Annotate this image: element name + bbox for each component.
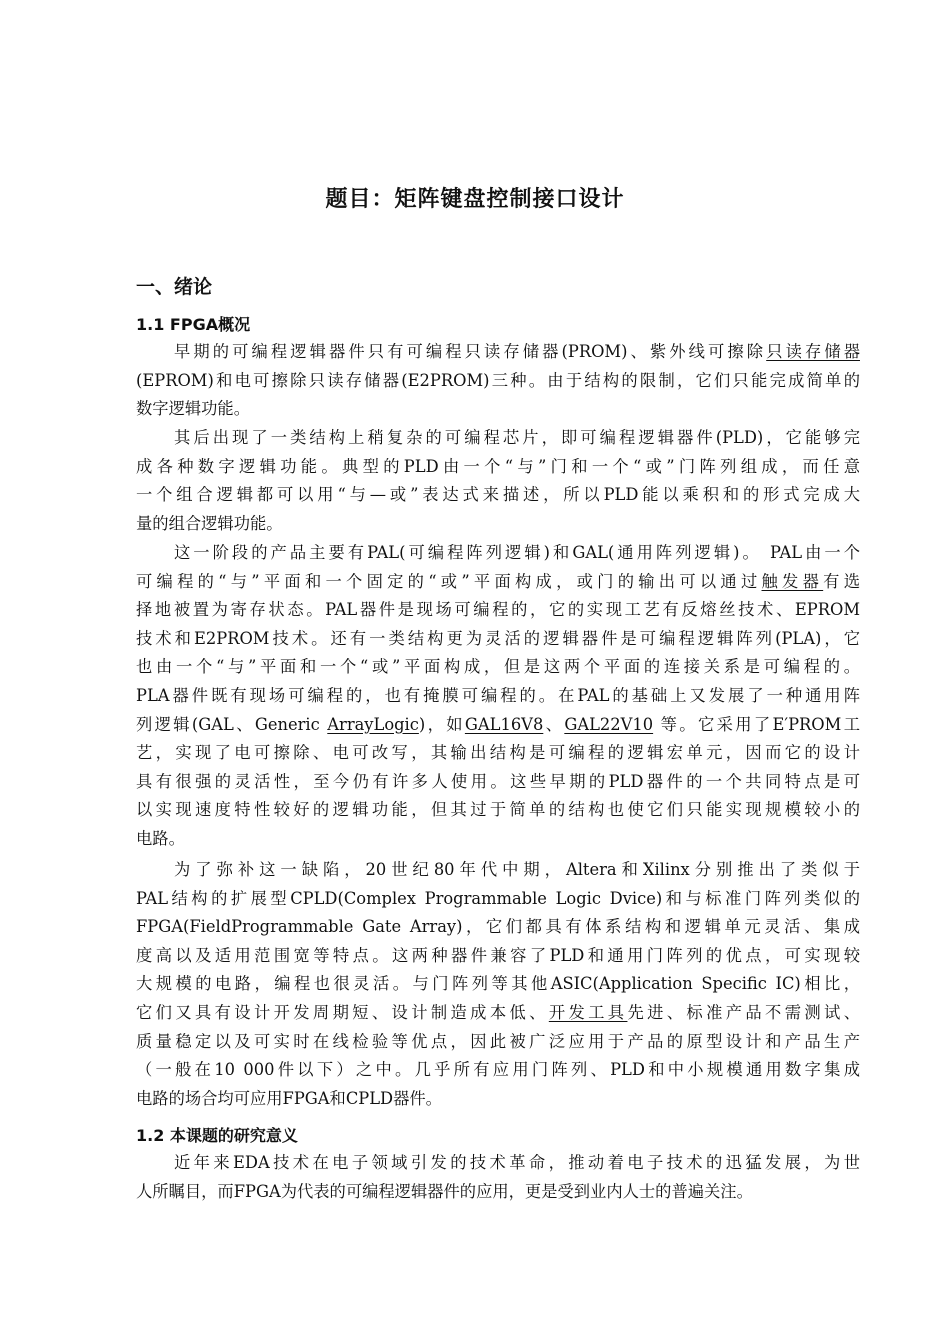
text-line: 度高以及适用范围宽等特点。这两种器件兼容了PLD和通用门阵列的优点，可实现较	[136, 945, 860, 965]
text-line: 早期的可编程逻辑器件只有可编程只读存储器(PROM)、紫外线可擦除只读存储器	[174, 342, 860, 361]
paragraph-eda	[136, 1149, 860, 1206]
text-line: 人所瞩目，而FPGA为代表的可编程逻辑器件的应用，更是受到业内人士的普遍关注。	[136, 1181, 753, 1201]
text-line: 近年来EDA技术在电子领域引发的技术革命，推动着电子技术的迅猛发展，为世	[174, 1153, 860, 1172]
section-heading-research-significance: 1.2 本课题的研究意义	[136, 1126, 298, 1145]
link-rom[interactable]: 只读存储器	[766, 342, 860, 361]
text-line: 大规模的电路，编程也很灵活。与门阵列等其他ASIC(Application Specific IC)相比，	[136, 974, 860, 994]
link-gal16v8[interactable]: GAL16V8	[464, 714, 544, 734]
section-heading-introduction: 一、绪论	[136, 276, 213, 298]
page-title: 题目：矩阵键盘控制接口设计	[325, 187, 625, 212]
section-heading-fpga-overview: 1.1 FPGA概况	[136, 315, 251, 334]
paragraph-pld	[136, 424, 860, 538]
text-line: 它们又具有设计开发周期短、设计制造成本低、开发工具先进、标准产品不需测试、	[136, 1002, 860, 1022]
link-flip-flop[interactable]: 触发器	[761, 571, 824, 591]
text-line: PLA器件既有现场可编程的，也有掩膜可编程的。在PAL的基础上又发展了一种通用阵	[136, 685, 860, 705]
text-line: 择地被置为寄存状态。PAL器件是现场可编程的，它的实现工艺有反熔丝技术、EPROM	[136, 600, 860, 620]
text-line: (EPROM)和电可擦除只读存储器(E2PROM)三种。由于结构的限制，它们只能完成简单的	[136, 370, 860, 390]
text-line: 为了弥补这一缺陷，20世纪80年代中期，Altera和Xilinx分别推出了类似于	[174, 860, 860, 879]
link-dev-tools[interactable]: 开发工具	[548, 1002, 628, 1022]
text-line: 列逻辑(GAL、Generic ArrayLogic)，如GAL16V8、GAL22V10 等。它采用了E′PROM工	[136, 714, 860, 734]
text-line: PAL结构的扩展型CPLD(Complex Programmable Logic Dvice)和与标准门阵列类似的	[136, 888, 860, 908]
text-line: 成各种数字逻辑功能。典型的PLD由一个“与”门和一个“或”门阵列组成，而任意	[136, 456, 860, 476]
paragraph-cpld-fpga	[136, 856, 860, 1113]
paragraph-pal-gal	[136, 539, 860, 854]
text-line: 具有很强的灵活性，至今仍有许多人使用。这些早期的PLD器件的一个共同特点是可	[136, 771, 860, 791]
text-line: 量的组合逻辑功能。	[136, 513, 283, 533]
text-line: 电路。	[136, 828, 185, 848]
text-line: 质量稳定以及可实时在线检验等优点，因此被广泛应用于产品的原型设计和产品生产	[136, 1031, 860, 1051]
text-line: 以实现速度特性较好的逻辑功能，但其过于简单的结构也使它们只能实现规模较小的	[136, 800, 860, 820]
link-arraylogic[interactable]: ArrayLogic	[327, 714, 419, 734]
text-line: 一个组合逻辑都可以用“与—或”表达式来描述，所以PLD能以乘积和的形式完成大	[136, 485, 860, 505]
text-line: 其后出现了一类结构上稍复杂的可编程芯片，即可编程逻辑器件(PLD)，它能够完	[174, 428, 860, 447]
text-line: （一般在10 000件以下）之中。几乎所有应用门阵列、PLD和中小规模通用数字集成	[136, 1060, 860, 1080]
text-line: 艺，实现了电可擦除、电可改写，其输出结构是可编程的逻辑宏单元，因而它的设计	[136, 743, 860, 763]
text-line: 也由一个“与”平面和一个“或”平面构成，但是这两个平面的连接关系是可编程的。	[136, 657, 860, 677]
paragraph-early-pld	[136, 338, 860, 424]
text-line: FPGA(FieldProgrammable Gate Array)，它们都具有体系结构和逻辑单元灵活、集成	[136, 917, 860, 937]
text-line: 可编程的“与”平面和一个固定的“或”平面构成，或门的输出可以通过触发器有选	[136, 571, 860, 591]
text-line: 数字逻辑功能。	[136, 399, 250, 419]
text-line: 技术和E2PROM技术。还有一类结构更为灵活的逻辑器件是可编程逻辑阵列(PLA)，它	[136, 628, 860, 648]
text-line: 这一阶段的产品主要有PAL(可编程阵列逻辑)和GAL(通用阵列逻辑)。 PAL由一个	[174, 543, 860, 562]
link-gal22v10[interactable]: GAL22V10	[564, 714, 654, 734]
text-line: 电路的场合均可应用FPGA和CPLD器件。	[136, 1088, 442, 1108]
